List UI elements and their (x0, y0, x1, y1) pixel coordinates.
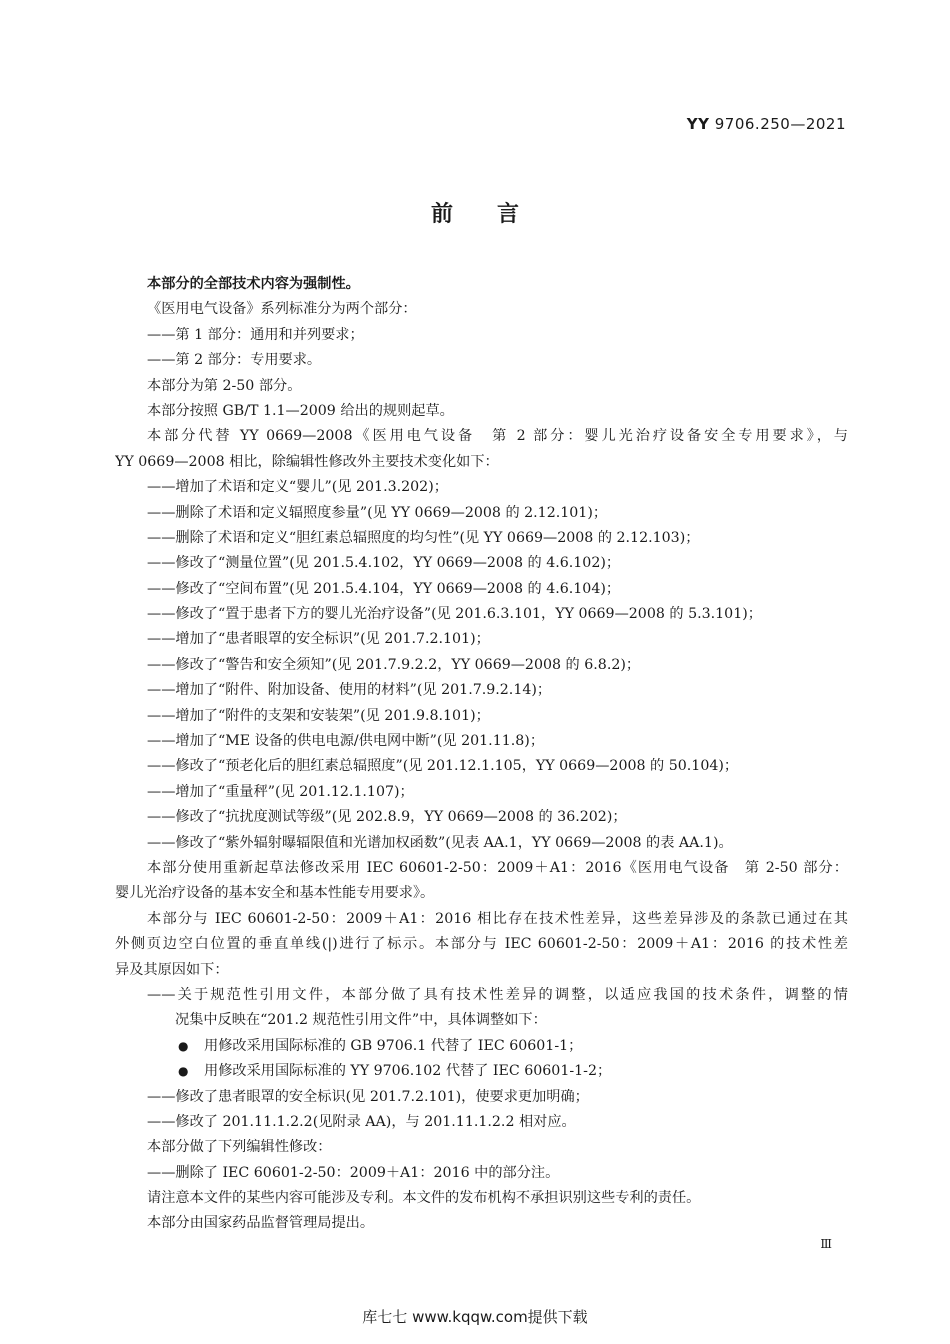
paragraph: 本部分按照 GB/T 1.1—2009 给出的规则起草。 (147, 402, 454, 419)
list-item: ——增加了“患者眼罩的安全标识”(见 201.7.2.101)； (147, 631, 490, 648)
list-item-continuation: 况集中反映在“201.2 规范性引用文件”中，具体调整如下： (175, 1012, 547, 1029)
list-item: ——修改了“预老化后的胆红素总辐照度”(见 201.12.1.105，YY 0669—2008 的 50.104)； (147, 758, 739, 775)
paragraph-continuation: 婴儿光治疗设备的基本安全和基本性能专用要求》。 (115, 885, 435, 902)
list-item: ——删除了术语和定义“胆红素总辐照度的均匀性”(见 YY 0669—2008 的 2.12.103)； (147, 529, 700, 546)
bullet-icon: ● (178, 1064, 189, 1079)
list-item: ——增加了“ME 设备的供电电源/供电网中断”(见 201.11.8)； (147, 733, 545, 750)
bullet-icon: ● (178, 1038, 189, 1053)
list-item: ——关于规范性引用文件，本部分做了具有技术性差异的调整，以适应我国的技术条件，调整的情 (147, 986, 848, 1003)
paragraph: 本部分由国家药品监督管理局提出。 (147, 1215, 375, 1232)
page-title: 前 言 (430, 202, 519, 227)
bullet-item (115, 1059, 848, 1084)
list-item: ——修改了“警告和安全须知”(见 201.7.9.2.2，YY 0669—2008 的 6.8.2)； (147, 656, 641, 673)
paragraph: 《医用电气设备》系列标准分为两个部分： (147, 301, 417, 318)
list-item: ——修改了“紫外辐射曝辐限值和光谱加权函数”(见表 AA.1，YY 0669—2008 的表 AA.1)。 (147, 834, 733, 851)
document-number (687, 115, 846, 133)
document-number-value: 9706.250—2021 (714, 115, 846, 133)
paragraph-continuation: 外侧页边空白位置的垂直单线(|)进行了标示。本部分与 IEC 60601-2-50：2009＋A1：2016 的技术性差 (115, 936, 848, 953)
document-body (115, 272, 848, 1237)
paragraph-continuation: 异及其原因如下： (115, 961, 229, 978)
paragraph: 本部分的全部技术内容为强制性。 (147, 276, 360, 292)
list-item: ——修改了 201.11.1.2.2(见附录 AA)，与 201.11.1.2.2 相对应。 (147, 1113, 576, 1130)
page-number: Ⅲ (820, 1237, 832, 1251)
footer-watermark: 库七七 www.kqqw.com提供下载 (362, 1308, 588, 1326)
list-item: ——第 1 部分：通用和并列要求； (147, 326, 364, 343)
paragraph: 本部分使用重新起草法修改采用 IEC 60601-2-50：2009＋A1：2016《医用电气设备 第 2-50 部分： (147, 859, 848, 876)
list-item: ——增加了术语和定义“婴儿”(见 201.3.202)； (147, 479, 448, 496)
list-item: ——增加了“附件、附加设备、使用的材料”(见 201.7.9.2.14)； (147, 682, 552, 699)
list-item: ——修改了患者眼罩的安全标识(见 201.7.2.101)，使要求更加明确； (147, 1088, 589, 1105)
list-item: ——删除了术语和定义辐照度参量”(见 YY 0669—2008 的 2.12.101)； (147, 504, 608, 521)
bullet-text: 用修改采用国际标准的 YY 9706.102 代替了 IEC 60601-1-2； (204, 1063, 612, 1080)
list-item: ——删除了 IEC 60601-2-50：2009＋A1：2016 中的部分注。 (147, 1164, 560, 1181)
paragraph: 请注意本文件的某些内容可能涉及专利。本文件的发布机构不承担识别这些专利的责任。 (147, 1190, 701, 1207)
bullet-text: 用修改采用国际标准的 GB 9706.1 代替了 IEC 60601-1； (204, 1037, 583, 1054)
list-item: ——修改了“置于患者下方的婴儿光治疗设备”(见 201.6.3.101，YY 0669—2008 的 5.3.101)； (147, 606, 762, 623)
paragraph-continuation: YY 0669—2008 相比，除编辑性修改外主要技术变化如下： (115, 453, 499, 470)
list-item: ——修改了“测量位置”(见 201.5.4.102，YY 0669—2008 的 4.6.102)； (147, 555, 621, 572)
bullet-item (115, 1034, 848, 1059)
paragraph: 本部分代替 YY 0669—2008《医用电气设备 第 2 部分：婴儿光治疗设备安全专用要求》，与 (147, 428, 848, 445)
list-item: ——第 2 部分：专用要求。 (147, 352, 322, 369)
paragraph: 本部分做了下列编辑性修改： (147, 1139, 332, 1156)
list-item: ——修改了“抗扰度测试等级”(见 202.8.9，YY 0669—2008 的 36.202)； (147, 809, 627, 826)
paragraph: 本部分为第 2-50 部分。 (147, 377, 302, 394)
document-code: YY (686, 115, 710, 133)
list-item: ——增加了“附件的支架和安装架”(见 201.9.8.101)； (147, 707, 490, 724)
list-item: ——修改了“空间布置”(见 201.5.4.104，YY 0669—2008 的 4.6.104)； (147, 580, 621, 597)
list-item: ——增加了“重量秤”(见 201.12.1.107)； (147, 783, 414, 800)
paragraph: 本部分与 IEC 60601-2-50：2009＋A1：2016 相比存在技术性差异，这些差异涉及的条款已通过在其 (147, 910, 848, 927)
